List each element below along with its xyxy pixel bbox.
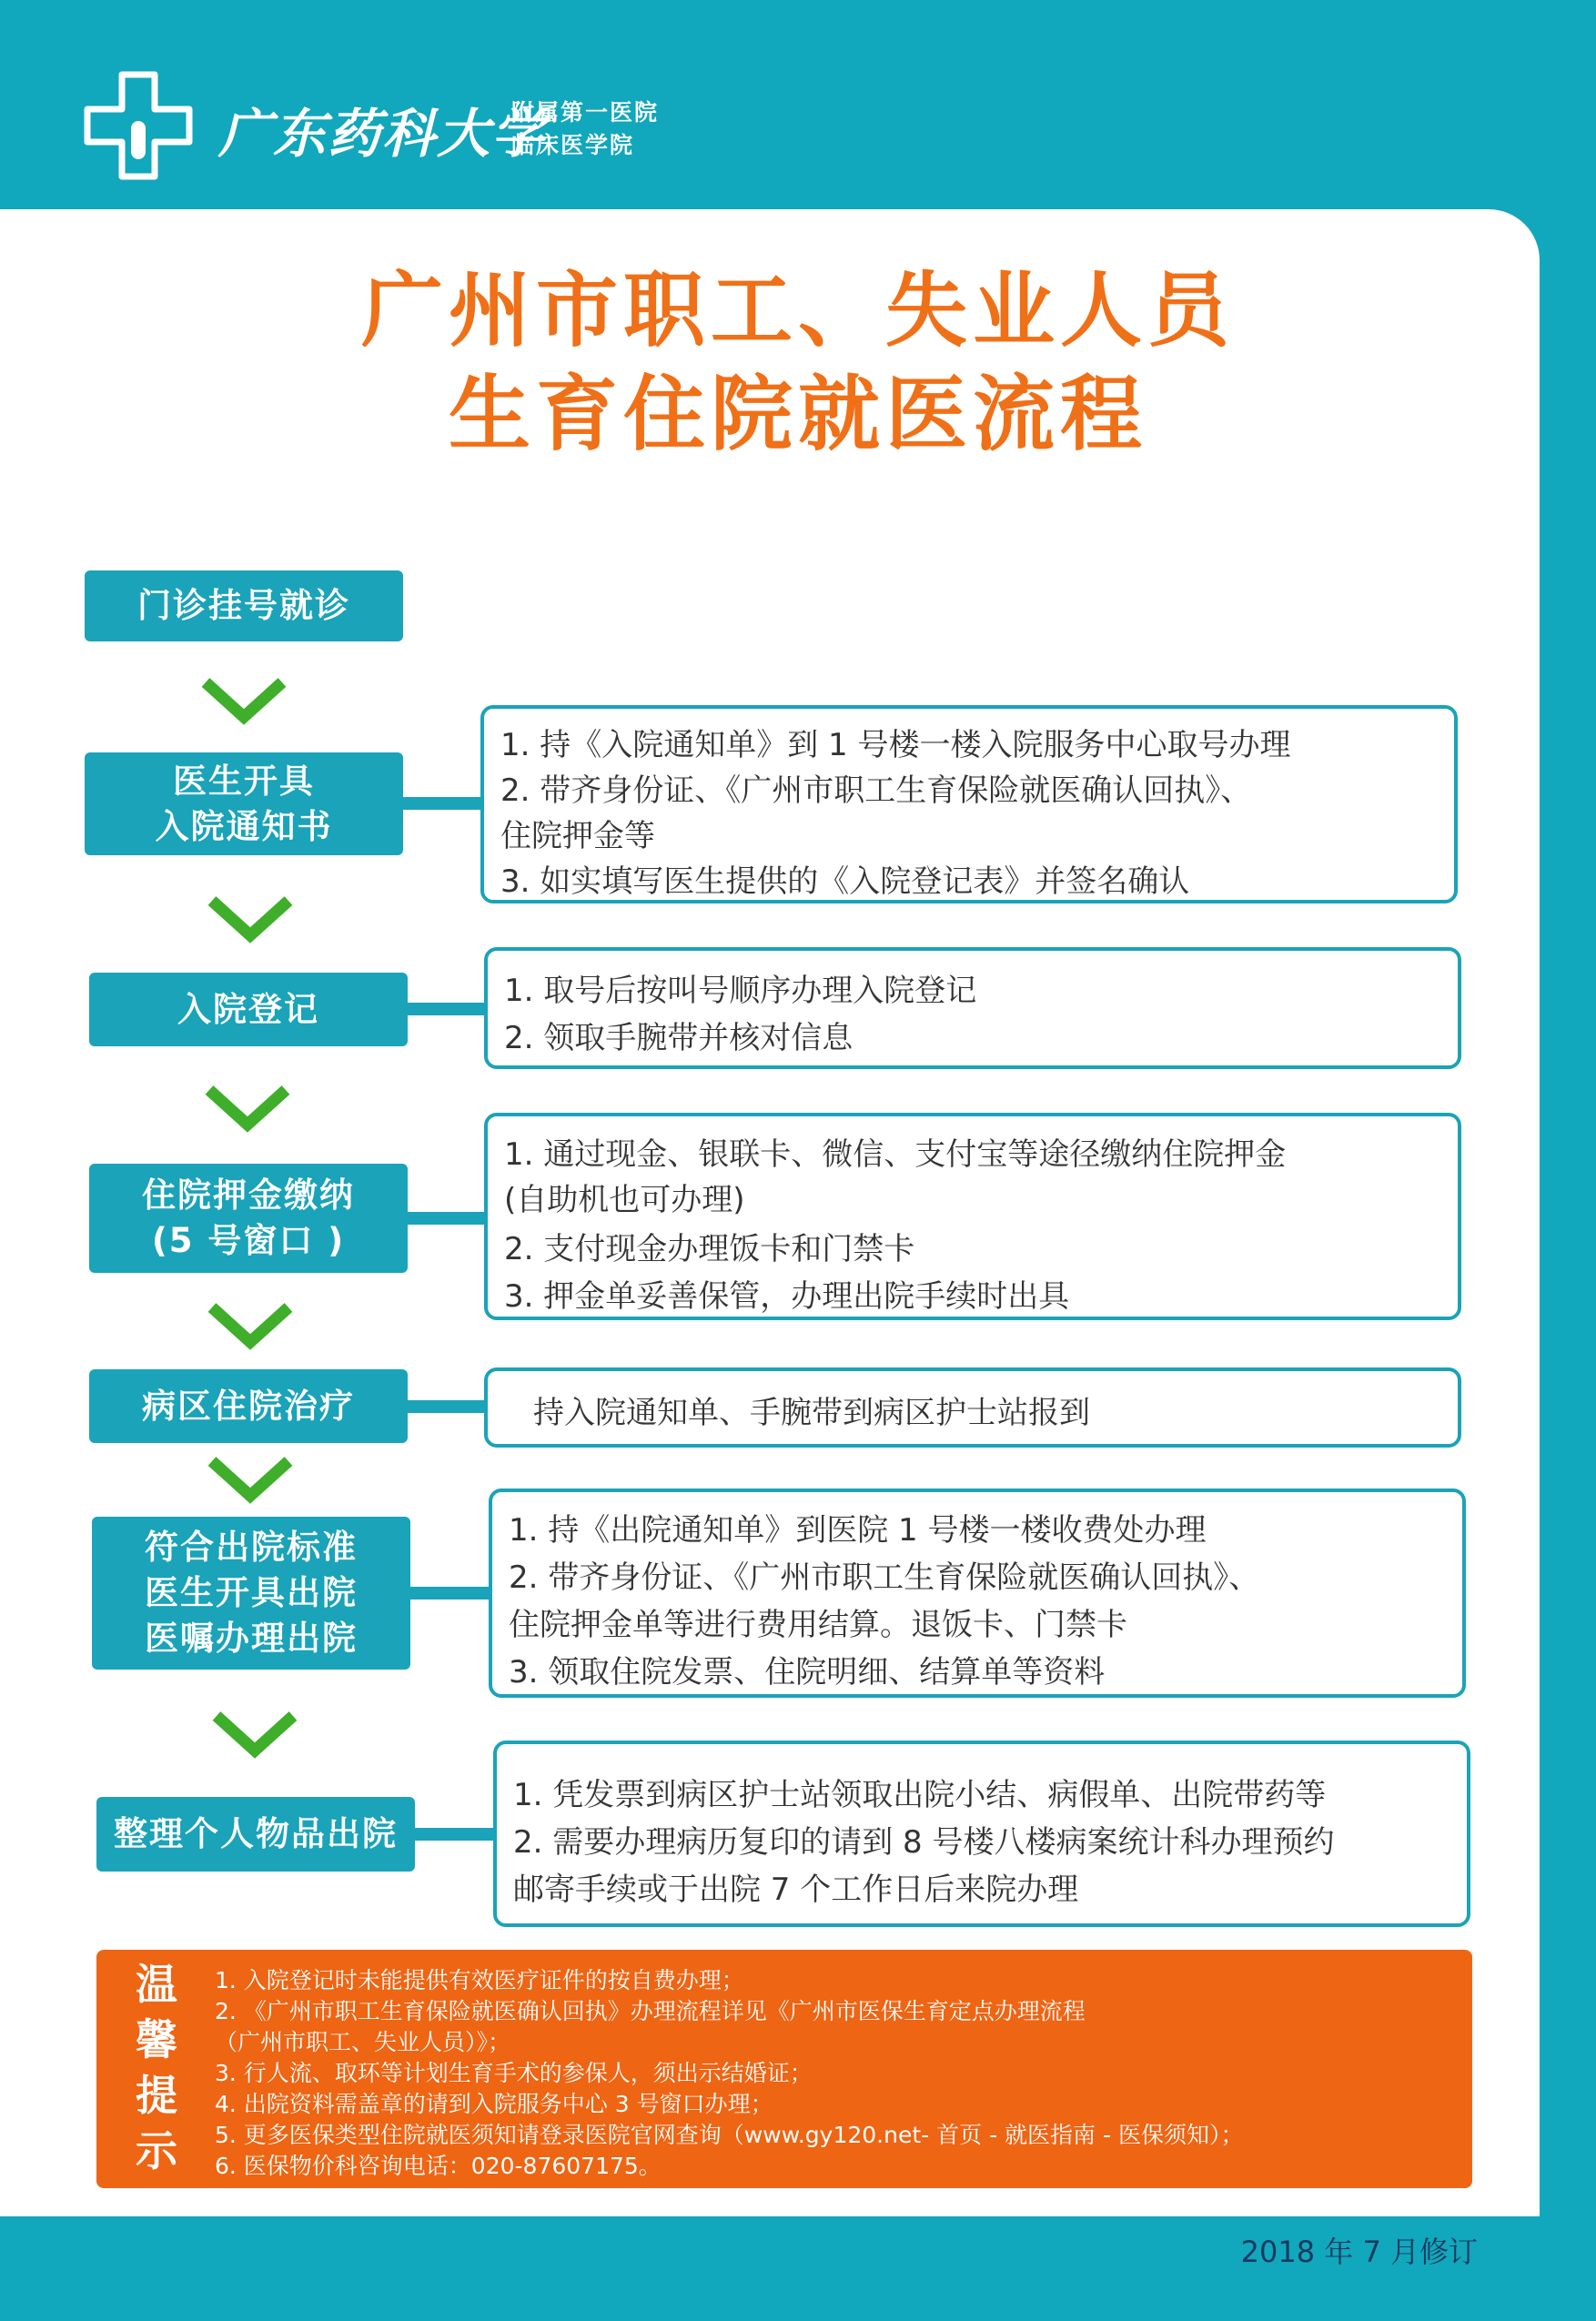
check-arrow-icon <box>205 892 296 946</box>
hospital-subtitle-line2: 临床医学院 <box>511 132 635 158</box>
university-name: 广东药科大学 <box>218 103 547 165</box>
check-arrow-icon <box>205 1298 296 1353</box>
step-discharge-criteria <box>92 1517 410 1670</box>
tips-label-char: 示 <box>136 2126 177 2175</box>
detail-line: 1. 通过现金、银联卡、微信、支付宝等途径缴纳住院押金 <box>504 1136 1287 1173</box>
step-label: 病区住院治疗 <box>142 1386 355 1426</box>
detail-box-discharge <box>489 1488 1466 1698</box>
hospital-cross-logo-icon <box>84 71 193 180</box>
tip-item: 4. 出院资料需盖章的请到入院服务中心 3 号窗口办理； <box>215 2091 773 2117</box>
connector-line <box>409 1587 492 1599</box>
connector-line <box>406 1003 488 1015</box>
step-label: 医生开具 <box>173 761 315 801</box>
detail-box-deposit <box>484 1113 1461 1320</box>
step-deposit-payment <box>89 1164 408 1273</box>
warm-tips-panel <box>96 1950 1472 2188</box>
detail-line: (自助机也可办理) <box>504 1182 745 1218</box>
detail-line: 2. 需要办理病历复印的请到 8 号楼八楼病案统计科办理预约 <box>513 1824 1335 1861</box>
warm-tips-label <box>129 1957 184 2179</box>
detail-line: 1. 持《入院通知单》到 1 号楼一楼入院服务中心取号办理 <box>500 727 1291 763</box>
connector-line <box>406 1212 488 1225</box>
detail-line: 邮寄手续或于出院 7 个工作日后来院办理 <box>513 1872 1079 1908</box>
detail-line: 2. 带齐身份证、《广州市职工生育保险就医确认回执》、 <box>509 1559 1260 1596</box>
check-arrow-icon <box>202 1081 293 1135</box>
detail-line: 2. 带齐身份证、《广州市职工生育保险就医确认回执》、 <box>500 772 1252 809</box>
hospital-subtitle <box>511 96 659 162</box>
detail-line: 住院押金单等进行费用结算。退饭卡、门禁卡 <box>509 1607 1127 1643</box>
header-band <box>0 0 1596 209</box>
step-label: 入院登记 <box>177 989 319 1029</box>
detail-box-leave <box>493 1741 1470 1927</box>
detail-line: 持入院通知单、手腕带到病区护士站报到 <box>533 1395 1090 1431</box>
step-outpatient-registration <box>85 570 403 641</box>
tip-item: 3. 行人流、取环等计划生育手术的参保人，须出示结婚证； <box>215 2060 813 2086</box>
check-arrow-icon <box>198 673 289 728</box>
step-label: 医生开具出院 <box>145 1573 358 1612</box>
detail-line: 2. 领取手腕带并核对信息 <box>504 1020 854 1056</box>
detail-line: 2. 支付现金办理饭卡和门禁卡 <box>504 1231 915 1267</box>
step-label: 入院通知书 <box>155 806 333 846</box>
detail-line: 住院押金等 <box>500 818 655 854</box>
detail-line: 3. 领取住院发票、住院明细、结算单等资料 <box>509 1654 1106 1690</box>
page-title-line2: 生育住院就医流程 <box>449 367 1147 462</box>
tips-label-char: 提 <box>136 2071 177 2120</box>
step-label: 符合出院标准 <box>145 1528 358 1567</box>
detail-line: 3. 押金单妥善保管，办理出院手续时出具 <box>504 1278 1070 1315</box>
step-label: 医嘱办理出院 <box>145 1619 358 1658</box>
revision-date: 2018 年 7 月修订 <box>1240 2235 1478 2269</box>
step-label: 住院押金缴纳 <box>142 1176 355 1215</box>
tip-item: 2. 《广州市职工生育保险就医确认回执》办理流程详见《广州市医保生育定点办理流程 <box>215 1998 1086 2024</box>
tip-item: （广州市职工、失业人员）》； <box>215 2029 511 2055</box>
page-title-line1: 广州市职工、失业人员 <box>361 263 1235 358</box>
detail-line: 1. 持《出院通知单》到医院 1 号楼一楼收费处办理 <box>509 1512 1207 1549</box>
connector-line <box>406 1400 488 1413</box>
detail-line: 1. 取号后按叫号顺序办理入院登记 <box>504 973 977 1009</box>
check-arrow-icon <box>209 1707 300 1761</box>
step-label: 门诊挂号就诊 <box>137 586 350 625</box>
detail-box-registration <box>484 947 1461 1069</box>
connector-line <box>413 1828 497 1841</box>
detail-line: 3. 如实填写医生提供的《入院登记表》并签名确认 <box>500 863 1190 900</box>
detail-box-admission-notice <box>480 705 1458 903</box>
tip-item: 6. 医保物价科咨询电话：020-87607175。 <box>215 2153 662 2179</box>
step-leave-hospital <box>96 1797 415 1872</box>
tips-label-char: 温 <box>136 1960 177 2009</box>
step-label: (5 号窗口 ) <box>151 1221 346 1260</box>
tip-item: 5. 更多医保类型住院就医须知请登录医院官网查询（www.gy120.net- 首页 - 就医指南 - 医保须知）； <box>215 2122 1244 2148</box>
tips-label-char: 馨 <box>136 2015 177 2064</box>
step-ward-treatment <box>89 1369 408 1443</box>
step-doctor-admission-notice <box>85 752 403 855</box>
detail-box-ward <box>484 1367 1461 1448</box>
connector-line <box>400 797 484 810</box>
hospital-subtitle-line1: 附属第一医院 <box>511 99 660 126</box>
tip-item: 1. 入院登记时未能提供有效医疗证件的按自费办理； <box>215 1967 744 1993</box>
step-label: 整理个人物品出院 <box>114 1814 398 1853</box>
check-arrow-icon <box>205 1452 296 1507</box>
detail-line: 1. 凭发票到病区护士站领取出院小结、病假单、出院带药等 <box>513 1777 1327 1813</box>
step-admission-registration <box>89 973 408 1046</box>
